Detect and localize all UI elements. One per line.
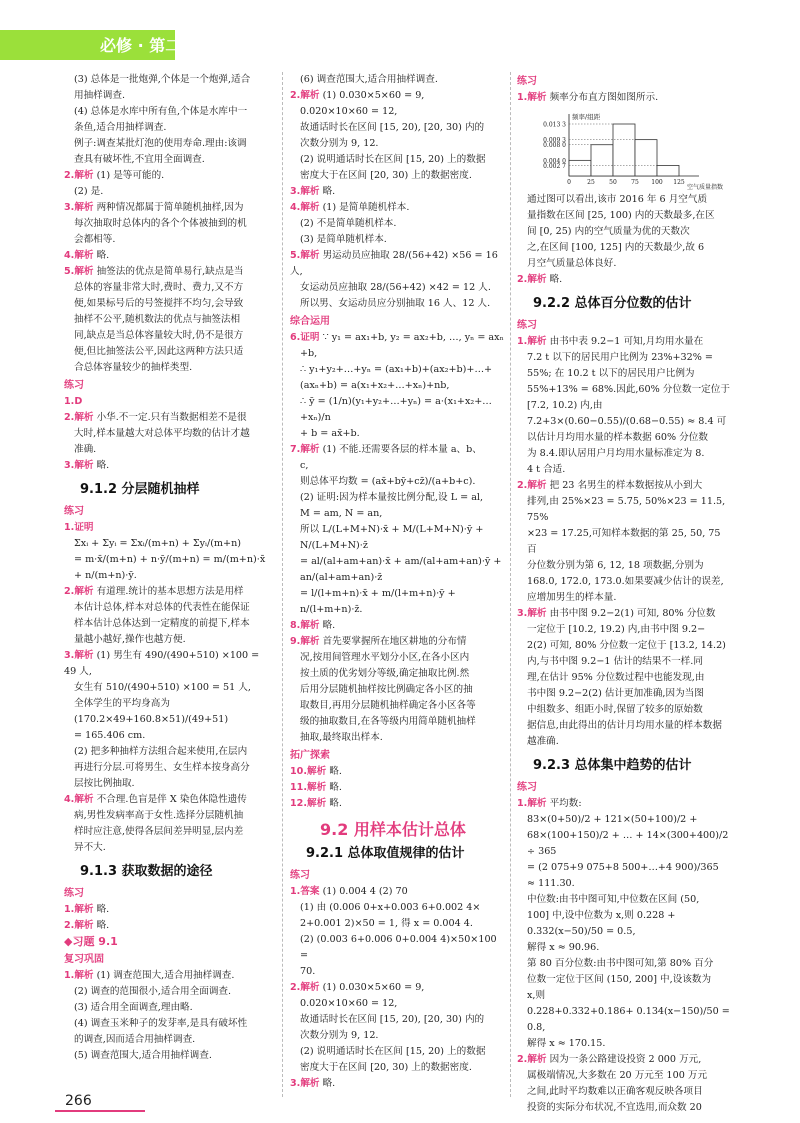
answer-line: 抽取,最终取出样本. [300, 732, 383, 743]
answer-text: (1) 调查范围大,适合用抽样调查. [93, 970, 235, 981]
answer-line: 异不大. [74, 842, 106, 853]
answer-line: 168.0, 172.0, 173.0.如果要减少估计的误差, [527, 576, 724, 587]
x-axis-label: 空气质量指数 [687, 184, 724, 191]
answer-line: 位数一定位于区间 (150, 200] 中,设该数为 [527, 974, 712, 985]
answer-text: (3) 总体是一批炮弹,个体是一个炮弹,适合 [74, 74, 251, 85]
answer-line: (2) 把多种抽样方法组合起来使用,在层内 [74, 746, 248, 757]
answer-line: (1) 由 (0.006 0+x+0.003 6+0.002 4× [300, 902, 481, 913]
histogram-bar [657, 165, 679, 176]
answer-line: (2) 调查的范围很小,适合用全面调查. [74, 986, 232, 997]
answer-text: 便,但比抽签法公平,因此这两种方法只适 [74, 346, 244, 357]
answer-text: 首先要掌握所在地区耕地的分布情 [319, 636, 467, 647]
answer-line: 越准确. [527, 736, 559, 747]
answer-line: 女生有 510/(490+510) ×100 = 51 人, [74, 682, 251, 693]
answer-label: 1.解析 [517, 92, 547, 103]
section-heading-9-2-2: 9.2.2 总体百分位数的估计 [533, 296, 692, 311]
answer-line: (2) 证明:因为样本量按比例分配,设 L = al, [300, 492, 484, 503]
answer-line: 本估计总体,样本对总体的代表性在能保证 [74, 602, 250, 613]
answer-label: 3.解析 [517, 608, 547, 619]
answer-line [64, 216, 274, 232]
answer-label: 9.解析 [290, 636, 320, 647]
column-2 [290, 72, 505, 1092]
answer-label: 1.答案 [290, 886, 320, 897]
answer-line: 83×(0+50)/2 + 121×(50+100)/2 + 68×(100+150)/2 + … + 14×(300+400)/2 ÷ 365 [527, 814, 729, 857]
practice-heading: 练习 [517, 320, 537, 331]
answer-line [64, 200, 274, 216]
x-tick-label: 25 [587, 179, 595, 186]
answer-line: 中组数多、组距小时,保留了较多的原始数 [527, 704, 703, 715]
answer-label: 2.解析 [64, 920, 94, 931]
answer-text: 因为一条公路建设投资 2 000 万元, [546, 1054, 702, 1065]
answer-line: 密度大于在区间 [20, 30) 上的数据密度. [300, 1062, 472, 1073]
answer-text: 略. [319, 1078, 336, 1089]
answer-label: 1.解析 [64, 904, 94, 915]
answer-text: ∵ y₁ = ax₁+b, y₂ = ax₂+b, …, yₙ = axₙ [319, 332, 504, 343]
answer-label: 11.解析 [290, 782, 327, 793]
section-heading-9-2-1: 9.2.1 总体取值规律的估计 [306, 846, 465, 861]
answer-label: 2.解析 [64, 586, 94, 597]
answer-line [64, 88, 274, 104]
answer-line [64, 232, 274, 248]
answer-line: 解得 x ≈ 90.96. [527, 942, 600, 953]
answer-line [64, 918, 274, 934]
answer-line [290, 200, 505, 216]
answer-line: 55%; 在 10.2 t 以下的居民用户比例为 [527, 368, 695, 379]
answer-text: (1) 0.030×5×60 = 9, [319, 90, 425, 101]
y-tick-label: 0.002 7 [543, 162, 566, 170]
answer-line [290, 88, 505, 104]
answer-line: 之,在区间 [100, 125] 内的天数最少,故 6 [527, 242, 705, 253]
answer-text: 男运动员应抽取 28/(56+42) ×56 = 16 人, [290, 250, 498, 277]
answer-line: 2+0.001 2)×50 = 1, 得 x = 0.004 4. [300, 918, 473, 929]
answer-line: 7.2 t 以下的居民用户比例为 23%+32% = [527, 352, 713, 363]
answer-label: 4.解析 [64, 794, 94, 805]
answer-line: ≈ 111.30. [527, 878, 575, 889]
section-heading-9-2-3: 9.2.3 总体集中趋势的估计 [533, 758, 692, 773]
answer-text: 查具有破坏性,不宜用全面调查. [74, 154, 205, 165]
answer-line: 间 [0, 25) 内的空气质量为优的天数次 [527, 226, 690, 237]
answer-line: 所以男、女运动员应分别抽取 16 人、12 人. [300, 298, 491, 309]
formula-line: = m·x̄/(m+n) + n·ȳ/(m+n) = m/(m+n)·x̄ + n/(m+n)·ȳ. [74, 554, 266, 581]
answer-line: 女运动员应抽取 28/(56+42) ×42 = 12 人. [300, 282, 491, 293]
answer-line: 量越小越好,操作也越方便. [74, 634, 186, 645]
answer-line [64, 410, 274, 426]
answer-line: 层按比例抽取. [74, 778, 135, 789]
x-tick-label: 125 [673, 179, 685, 186]
answer-line: (axₙ+b) = a(x₁+x₂+…+xₙ)+nb, [300, 380, 450, 391]
answer-line: ∴ ȳ = (1/n)(y₁+y₂+…+yₙ) = a·(x₁+x₂+…+xₙ)/n [300, 396, 492, 423]
practice-heading: 练习 [64, 380, 84, 391]
answer-line: (6) 调查范围大,适合用抽样调查. [300, 74, 438, 85]
answer-text: 由书中表 9.2−1 可知,月均用水量在 [546, 336, 704, 347]
y-tick-label: 0.013 3 [543, 121, 566, 129]
answer-line [64, 648, 274, 680]
answer-label: 1.解析 [64, 970, 94, 981]
histogram-bar [591, 145, 613, 176]
answer-line: x,则 [527, 990, 546, 1001]
answer-line: (5) 调查范围大,适合用抽样调查. [74, 1050, 212, 1061]
answer-line [517, 334, 732, 350]
answer-line: 月空气质量总体良好. [527, 258, 617, 269]
answer-line: 0.332(x−50)/50 = 0.5, [527, 926, 636, 937]
answer-text: 抽签法的优点是简单易行,缺点是当 [93, 266, 244, 277]
answer-text: 合总体容量较少的抽样类型. [74, 362, 193, 373]
answer-line [517, 272, 732, 288]
answer-line: ×23 = 17.25,可知样本数据的第 25, 50, 75 百 [527, 528, 721, 555]
answer-line: = al/(al+am+an)·x̄ + am/(al+am+an)·ȳ + an/(al+am+an)·z̄ [300, 556, 502, 583]
answer-line [64, 248, 274, 264]
answer-line: 以估计月均用水量的样本数据 60% 分位数 [527, 432, 708, 443]
answer-line: 取数目,再用分层随机抽样确定各小区各等 [300, 700, 476, 711]
answer-label: 2.解析 [290, 982, 320, 993]
y-axis-label: 频率/组距 [572, 113, 601, 121]
answer-line [64, 264, 274, 280]
answer-line: 按土质的优劣划分等级,确定抽取比例.然 [300, 668, 470, 679]
answer-line [517, 90, 732, 106]
answer-line: 故通话时长在区间 [15, 20), [20, 30) 内的 [300, 122, 485, 133]
answer-line: 况,按用间管理水平划分小区,在各小区内 [300, 652, 470, 663]
answer-text: 略. [546, 274, 563, 285]
answer-line [64, 344, 274, 360]
practice-heading: 练习 [517, 76, 537, 87]
answer-line: 病,男性发病率高于女性.选择分层随机抽 [74, 810, 244, 821]
answer-label: 2.解析 [517, 480, 547, 491]
column-3 [517, 72, 732, 1116]
answer-line: 次数分别为 9, 12. [300, 1030, 379, 1041]
answer-text: 略. [93, 460, 110, 471]
answer-line: 投资的实际分布状况,不宜选用,而众数 20 [527, 1102, 702, 1113]
section-heading-9-1-3: 9.1.3 获取数据的途径 [80, 864, 213, 879]
page-number: 266 [65, 1093, 92, 1109]
answer-line: = 165.406 cm. [74, 730, 146, 741]
answer-line: 所以 L/(L+M+N)·x̄ + M/(L+M+N)·ȳ + N/(L+M+N)·z̄ [300, 524, 484, 551]
answer-line: 之间,此时平均数难以正确客观反映各项目 [527, 1086, 703, 1097]
answer-line [64, 458, 274, 474]
answer-line: (2) (0.003 6+0.006 0+0.004 4)×50×100 = [300, 934, 497, 961]
x-tick-label: 0 [567, 179, 571, 186]
x-tick-label: 75 [631, 179, 639, 186]
answer-line [290, 618, 505, 634]
practice-heading: 练习 [517, 782, 537, 793]
answer-text: 略. [326, 782, 342, 793]
applied-heading: 综合运用 [290, 316, 330, 327]
page-number-underline [55, 1110, 145, 1112]
answer-line: 4 t 合适. [527, 464, 566, 475]
answer-label: 1.D [64, 396, 83, 407]
answer-line: 0.020×10×60 = 12, [300, 998, 398, 1009]
practice-heading: 练习 [290, 870, 310, 881]
answer-line [290, 796, 505, 812]
answer-line: 0.020×10×60 = 12, [300, 106, 398, 117]
answer-text: 略. [93, 904, 110, 915]
answer-line: 级的抽取数目,在各等级内用简单随机抽样 [300, 716, 476, 727]
review-heading: 复习巩固 [64, 954, 104, 965]
answer-text: (1) 0.004 4 (2) 70 [319, 886, 408, 897]
answer-label: 3.解析 [290, 186, 320, 197]
answer-line: 全体学生的平均身高为 (170.2×49+160.8×51)/(49+51) [74, 698, 229, 725]
histogram-bar [569, 160, 591, 176]
answer-label: 2.解析 [64, 170, 94, 181]
answer-line [290, 780, 505, 796]
answer-line: 55%+13% = 68%.因此,60% 分位数一定位于 [527, 384, 730, 395]
page-header [0, 0, 800, 70]
answer-line [64, 296, 274, 312]
column-divider [282, 72, 283, 1097]
answer-line [64, 360, 274, 376]
answer-text: (1) 0.030×5×60 = 9, [319, 982, 425, 993]
answer-line: 2(2) 可知, 80% 分位数一定位于 [13.2, 14.2) [527, 640, 726, 651]
answer-label: 3.解析 [64, 650, 94, 661]
answer-line: = (2 075+9 075+8 500+…+4 900)/365 [527, 862, 719, 873]
answer-line [290, 884, 505, 900]
answer-line: 应增加男生的样本量. [527, 592, 617, 603]
answer-line [290, 248, 505, 280]
answer-text: 抽样不公平,随机数法的优点与抽签法相 [74, 314, 241, 325]
answer-text: 略. [93, 920, 110, 931]
answer-line [290, 980, 505, 996]
answer-label: 4.解析 [64, 250, 94, 261]
answer-label: 12.解析 [290, 798, 327, 809]
answer-line: 中位数:由书中图可知,中位数在区间 (50, [527, 894, 700, 905]
y-tick-label: 0.009 3 [543, 137, 566, 145]
section-heading-9-1-2: 9.1.2 分层随机抽样 [80, 482, 200, 497]
answer-label: 2.解析 [517, 1054, 547, 1065]
answer-label: 5.解析 [290, 250, 320, 261]
answer-text: 略. [93, 250, 110, 261]
answer-line: 理,在估计 95% 分位数过程中也能发现,由 [527, 672, 705, 683]
answer-text: (2) 是. [74, 186, 104, 197]
answer-line [64, 136, 274, 152]
answer-text: 小华.不一定.只有当数据相差不是很 [93, 412, 247, 423]
answer-line [290, 1076, 505, 1092]
answer-line: 故通话时长在区间 [15, 20), [20, 30) 内的 [300, 1014, 485, 1025]
answer-line [290, 764, 505, 780]
answer-label: 1.解析 [517, 798, 547, 809]
answer-line: (2) 不是简单随机样本. [300, 218, 397, 229]
answer-text: 条鱼,适合用抽样调查. [74, 122, 167, 133]
answer-line: ∴ y₁+y₂+…+yₙ = (ax₁+b)+(ax₂+b)+…+ [300, 364, 493, 375]
answer-text: 例子:调查某批灯泡的使用寿命.理由:该调 [74, 138, 247, 149]
answer-line: 100] 中,设中位数为 x,则 0.228 + [527, 910, 676, 921]
answer-line: 样时应注意,使得各层间差异明显,层内差 [74, 826, 244, 837]
answer-line: 准确. [74, 444, 97, 455]
answer-label: 1.解析 [517, 336, 547, 347]
answer-text: 平均数: [546, 798, 582, 809]
answer-line: 再进行分层.可将男生、女生样本按身高分 [74, 762, 250, 773]
answer-line [64, 792, 274, 808]
formula-line: Σxᵢ + Σyᵢ = Σxᵢ/(m+n) + Σyᵢ/(m+n) [74, 538, 241, 549]
answer-text: 把 23 名男生的样本数据按从小到大 [546, 480, 703, 491]
answer-line [517, 796, 732, 812]
header-title: 必修 · 第二册 [100, 36, 198, 55]
answer-text: 有道理.统计的基本思想方法是用样 [93, 586, 244, 597]
answer-line: 样本估计总体达到一定精度的前提下,样本 [74, 618, 250, 629]
answer-text: (4) 总体是水库中所有鱼,个体是水库中一 [74, 106, 248, 117]
answer-line: 次数分别为 9, 12. [300, 138, 379, 149]
answer-line: 一定位于 [10.2, 19.2) 内,由书中图 9.2− [527, 624, 706, 635]
answer-text: (1) 是等可能的. [93, 170, 165, 181]
column-divider [510, 72, 511, 1097]
answer-line [64, 104, 274, 120]
answer-line: (2) 说明通话时长在区间 [15, 20) 上的数据 [300, 154, 486, 165]
answer-line: +b, [300, 348, 318, 359]
answer-line: M = am, N = an, [300, 508, 383, 519]
answer-label: 2.解析 [290, 90, 320, 101]
answer-line [64, 520, 274, 536]
answer-text: 略. [326, 766, 342, 777]
exercise-heading: ◆习题 9.1 [64, 935, 118, 948]
answer-text: 不合理.色盲是伴 X 染色体隐性遗传 [93, 794, 247, 805]
answer-line: 大时,样本量越大对总体平均数的估计才越 [74, 428, 250, 439]
answer-line [290, 184, 505, 200]
answer-line: 排列,由 25%×23 = 5.75, 50%×23 = 11.5, 75% [527, 496, 726, 523]
histogram-bar [613, 124, 635, 176]
answer-text: 同,缺点是当总体容量较大时,仍不是很方 [74, 330, 244, 341]
answer-line [64, 280, 274, 296]
answer-line: c, [300, 460, 309, 471]
answer-line: 为 8.4.即认居用户月均用水量标准定为 8. [527, 448, 705, 459]
answer-line [64, 328, 274, 344]
answer-line: (3) 是简单随机样本. [300, 234, 387, 245]
answer-label: 6.证明 [290, 332, 320, 343]
column-1 [64, 72, 274, 1064]
answer-label: 3.解析 [290, 1078, 320, 1089]
answer-line [290, 634, 505, 650]
answer-line: 0.228+0.332+0.186+ 0.134(x−150)/50 = 0.8, [527, 1006, 730, 1033]
answer-line: 量指数在区间 [25, 100) 内的天数最多,在区 [527, 210, 715, 221]
answer-text: 频率分布直方图如图所示. [546, 92, 659, 103]
answer-text: 略. [319, 620, 336, 631]
answer-label: 2.解析 [517, 274, 547, 285]
answer-line: + b = ax̄+b. [300, 428, 360, 439]
answer-line: 70. [300, 966, 316, 977]
answer-line [64, 184, 274, 200]
answer-line: 的调查,因而适合用抽样调查. [74, 1034, 196, 1045]
answer-line [517, 478, 732, 494]
answer-line: (4) 调查玉米种子的发芽率,是具有破坏性 [74, 1018, 248, 1029]
answer-text: 略. [319, 186, 336, 197]
answer-label: 3.解析 [64, 202, 94, 213]
section-heading-9-2: 9.2 用样本估计总体 [320, 820, 466, 839]
answer-line: = l/(l+m+n)·x̄ + m/(l+m+n)·ȳ + n/(l+m+n)·z̄. [300, 588, 456, 615]
answer-line [517, 1052, 732, 1068]
answer-line: 通过图可以看出,该市 2016 年 6 月空气质 [527, 194, 708, 205]
answer-text: 由书中图 9.2−2(1) 可知, 80% 分位数 [546, 608, 716, 619]
answer-label: 1.证明 [64, 522, 94, 533]
answer-label: 2.解析 [64, 412, 94, 423]
answer-line [64, 584, 274, 600]
histogram-bar [635, 140, 657, 176]
answer-line [64, 168, 274, 184]
answer-line: (2) 说明通话时长在区间 [15, 20) 上的数据 [300, 1046, 486, 1057]
extension-heading: 拓广探索 [290, 750, 330, 761]
x-tick-label: 50 [609, 179, 617, 186]
answer-text: 会都相等. [74, 234, 116, 245]
answer-label: 5.解析 [64, 266, 94, 277]
answer-line: 后用分层随机抽样按比例确定各小区的抽 [300, 684, 473, 695]
answer-text: 总体的容量非常大时,费时、费力,又不方 [74, 282, 244, 293]
answer-text: (1) 不能.还需要各层的样本量 a、b、 [319, 444, 482, 455]
answer-label: 3.解析 [64, 460, 94, 471]
answer-line [64, 312, 274, 328]
answer-line [290, 442, 505, 458]
answer-label: 4.解析 [290, 202, 320, 213]
y-tick-label: 0.004 0 [543, 157, 566, 165]
answer-text: 每次抽取时总体内的各个个体被抽到的机 [74, 218, 247, 229]
answer-line [517, 606, 732, 622]
answer-label: 7.解析 [290, 444, 320, 455]
answer-line: (3) 适合用全面调查,理由略. [74, 1002, 193, 1013]
answer-line: 则总体平均数 = (ax̄+bȳ+cz̄)/(a+b+c). [300, 476, 476, 487]
answer-text: 用抽样调查. [74, 90, 126, 101]
answer-line: 分位数分别为第 6, 12, 18 项数据,分别为 [527, 560, 704, 571]
answer-line [64, 968, 274, 984]
practice-heading: 练习 [64, 506, 84, 517]
answer-text: (1) 是简单随机样本. [319, 202, 410, 213]
answer-text: 略. [326, 798, 342, 809]
answer-label: 10.解析 [290, 766, 327, 777]
histogram-chart [529, 110, 724, 191]
answer-line [64, 72, 274, 88]
answer-line: 据信息,由此得出的估计月均用水量的样本数据 [527, 720, 722, 731]
answer-text: 便,如果标号后的号签搅拌不均匀,会导致 [74, 298, 244, 309]
answer-line: [7.2, 10.2) 内,由 7.2+3×(0.60−0.55)/(0.68−0.55) ≈ 8.4 可 [527, 400, 727, 427]
answer-line: 内,与书中图 9.2−1 估计的结果不一样.同 [527, 656, 703, 667]
answer-line: 解得 x ≈ 170.15. [527, 1038, 606, 1049]
answer-line: 第 80 百分位数:由书中图可知,第 80% 百分 [527, 958, 714, 969]
answer-line: 书中图 9.2−2(2) 估计更加准确,因为当图 [527, 688, 704, 699]
answer-line [64, 902, 274, 918]
answer-text: (1) 男生有 490/(490+510) ×100 = 49 人, [64, 650, 260, 677]
y-tick-label: 0.008 0 [543, 142, 566, 150]
answer-line: 密度大于在区间 [20, 30) 上的数据密度. [300, 170, 472, 181]
answer-line: 属极端情况,大多数在 20 万元至 100 万元 [527, 1070, 708, 1081]
answer-label: 8.解析 [290, 620, 320, 631]
answer-text: 两种情况都属于简单随机抽样,因为 [93, 202, 244, 213]
answer-line [290, 330, 505, 346]
x-tick-label: 100 [651, 179, 663, 186]
answer-line [64, 120, 274, 136]
practice-heading: 练习 [64, 888, 84, 899]
answer-line [64, 152, 274, 168]
